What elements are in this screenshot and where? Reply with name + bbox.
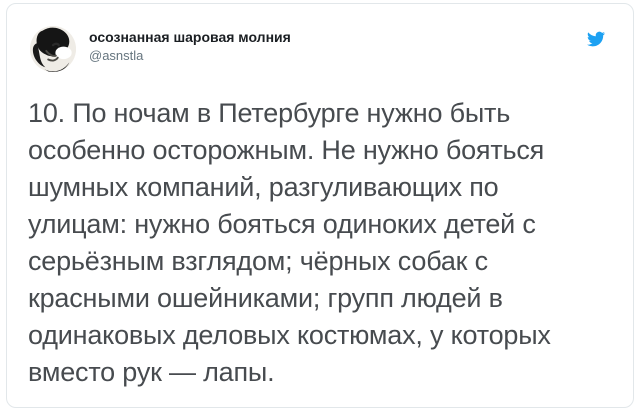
tweet-text-line: одинаковых деловых костюмах, у которых (28, 320, 551, 350)
author-block (89, 26, 291, 64)
author-name[interactable]: осознанная шаровая молния (89, 29, 291, 45)
tweet-header (7, 4, 633, 72)
tweet-card (6, 3, 634, 408)
tweet-text (7, 72, 633, 391)
tweet-text-line: вместо рук — лапы. (28, 357, 275, 387)
twitter-bird-icon[interactable] (585, 30, 607, 48)
tweet-text-line: 10. По ночам в Петербурге нужно быть (28, 98, 511, 128)
avatar-photo-icon (30, 26, 76, 72)
tweet-text-line: улицам: нужно бояться одиноких детей с (28, 209, 536, 239)
tweet-text-line: серьёзным взглядом; чёрных собак с (28, 246, 488, 276)
tweet-text-line: шумных компаний, разгуливающих по (28, 172, 499, 202)
tweet-text-line: особенно осторожным. Не нужно бояться (28, 135, 545, 165)
avatar[interactable] (30, 26, 76, 72)
tweet-text-line: красными ошейниками; групп людей в (28, 283, 503, 313)
author-handle[interactable]: @asnstla (89, 48, 144, 63)
